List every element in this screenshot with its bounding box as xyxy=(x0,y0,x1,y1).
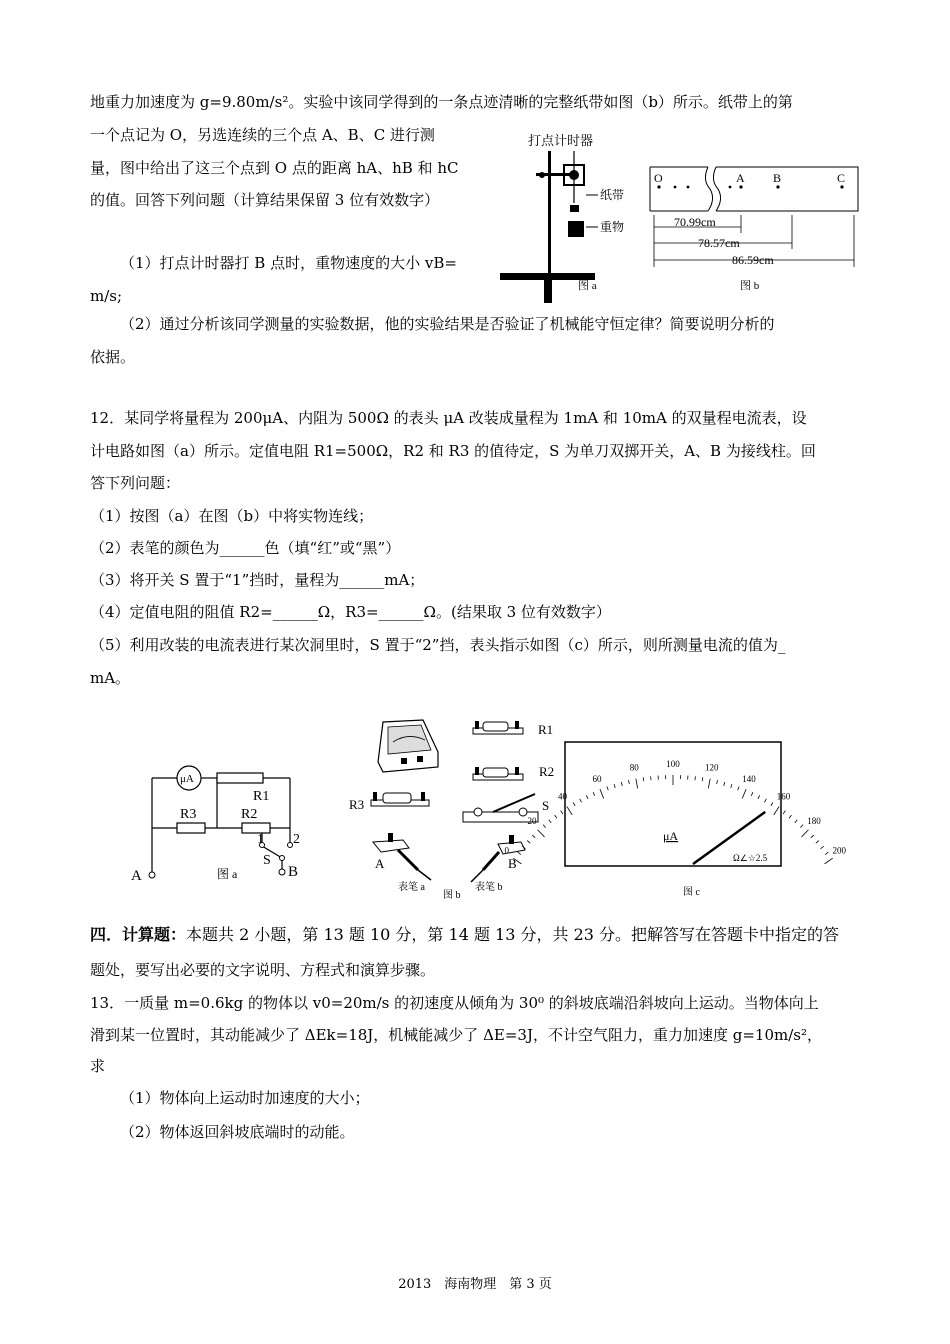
q11-part-1-unit: m/s; xyxy=(90,287,123,305)
weight-block xyxy=(568,221,584,237)
resistor-r1 xyxy=(217,773,263,783)
meter-tick xyxy=(816,841,819,844)
terminal-object-b xyxy=(471,835,525,882)
fig-a-caption: 图 a xyxy=(578,280,597,292)
q13-line-2: 滑到某一位置时，其动能减少了 ΔEk=18J，机械能减少了 ΔE=3J，不计空气阻力，重力加速度 g=10m/s²， xyxy=(90,1026,823,1044)
switch-object-label: S xyxy=(542,798,550,813)
meter-unit: μA xyxy=(663,829,679,843)
meter-tick-label: 0 xyxy=(504,845,509,856)
switch-pos-2: 2 xyxy=(293,832,300,847)
meter-tick-label: 140 xyxy=(742,773,756,784)
pen-a-label: 表笔 a xyxy=(398,882,425,893)
q13-part-1: （1）物体向上运动时加速度的大小； xyxy=(120,1089,370,1107)
page-footer: 2013 海南物理 第 3 页 xyxy=(398,1277,552,1292)
tape-break-2 xyxy=(713,167,720,211)
terminal-b-label: B xyxy=(288,864,299,880)
circuit-caption: 图 a xyxy=(217,867,238,881)
point-a: A xyxy=(736,171,745,185)
switch-pivot xyxy=(280,856,285,861)
dist-b: 78.57cm xyxy=(698,236,740,250)
meter-tick xyxy=(783,811,785,814)
switch-pos-1: 1 xyxy=(257,832,264,847)
q12-line-3: 答下列问题： xyxy=(90,474,181,492)
apparatus-and-tape-figure xyxy=(478,125,868,310)
meter-tick xyxy=(789,815,791,818)
terminal-a-object-label: A xyxy=(375,856,385,871)
r1-label: R1 xyxy=(253,789,270,804)
meter-object xyxy=(378,720,438,772)
dot-a xyxy=(739,185,742,188)
resistor-r2 xyxy=(242,823,270,833)
meter-tick-label: 80 xyxy=(629,762,639,773)
section-4-title: 四．计算题： xyxy=(90,925,187,944)
q12-part-4: （4）定值电阻的阻值 R2=______Ω，R3=______Ω。(结果取 3 位有效数字） xyxy=(90,603,611,621)
q12-part-3: （3）将开关 S 置于“1”挡时，量程为______mA； xyxy=(90,571,425,589)
q11-line-2: 一个点记为 O，另选连续的三个点 A、B、C 进行测 xyxy=(90,126,435,144)
tape-label: 纸带 xyxy=(600,188,625,202)
r2-label: R2 xyxy=(241,807,258,822)
pen-b-label: 表笔 b xyxy=(475,882,503,893)
dist-a: 70.99cm xyxy=(674,215,716,229)
fig-b-caption: 图 b xyxy=(740,280,760,292)
q11-part-2: （2）通过分析该同学测量的实验数据，他的实验结果是否验证了机械能守恒定律？简要说明分析的 xyxy=(120,315,775,333)
meter-tick xyxy=(795,820,798,823)
meter-tick xyxy=(561,811,563,814)
dot xyxy=(674,186,677,189)
tape-break-1 xyxy=(705,167,712,211)
meter-class-mark: Ω∠☆2.5 xyxy=(733,853,768,863)
dist-c: 86.59cm xyxy=(732,253,774,267)
q12-line-2: 计电路如图（a）所示。定值电阻 R1=500Ω，R2 和 R3 的值待定，S 为单刀双掷开关，A、B 为接线柱。回 xyxy=(90,442,816,460)
meter-tick-label: 40 xyxy=(557,791,567,802)
meter-tick xyxy=(821,846,824,849)
weight-label: 重物 xyxy=(600,220,625,234)
q13-line-3: 求 xyxy=(90,1057,106,1075)
clamp-knob xyxy=(539,172,545,178)
section-4-intro-cont: 题处，要写出必要的文字说明、方程式和演算步骤。 xyxy=(90,961,436,979)
timer-label: 打点计时器 xyxy=(528,133,594,148)
resistor-object-r1 xyxy=(473,721,523,734)
dot xyxy=(687,186,690,189)
q12-part-5-cont: mA。 xyxy=(90,669,131,687)
q11-part-1: （1）打点计时器打 B 点时，重物速度的大小 vB= xyxy=(120,254,457,272)
stand-foot xyxy=(544,273,552,303)
q11-line-3: 量，图中给出了这三个点到 O 点的距离 hA、hB 和 hC xyxy=(90,159,459,177)
circuit-diagram xyxy=(125,760,325,890)
q13-line-1: 13．一质量 m=0.6kg 的物体以 v0=20m/s 的初速度从倾角为 30⁰ 的斜坡底端沿斜坡向上运动。当物体向上 xyxy=(90,994,819,1012)
terminal-a xyxy=(149,872,155,878)
real-components-figure xyxy=(343,712,558,902)
meter-tick xyxy=(811,835,814,838)
meter-tick xyxy=(825,852,828,854)
meter-tick xyxy=(800,825,803,828)
clip xyxy=(570,205,579,212)
dot-o xyxy=(657,185,660,188)
paper-tape xyxy=(650,167,858,211)
meter-tick-label: 200 xyxy=(832,845,847,856)
point-c: C xyxy=(837,171,846,185)
resistor-r3 xyxy=(177,823,205,833)
stand-rod xyxy=(548,151,551,281)
meter-tick-label: 160 xyxy=(776,791,791,802)
r3-object-label: R3 xyxy=(349,797,365,812)
r1-object-label: R1 xyxy=(538,722,554,737)
q12-part-1: （1）按图（a）在图（b）中将实物连线； xyxy=(90,507,374,525)
terminal-b xyxy=(279,869,285,875)
switch-label: S xyxy=(263,853,271,868)
point-b: B xyxy=(773,171,782,185)
meter-tick-label: 120 xyxy=(704,762,719,773)
dot-c xyxy=(840,185,843,188)
meter-tick-label: 100 xyxy=(666,759,680,769)
resistor-object-r2 xyxy=(473,767,523,780)
q12-line-1: 12．某同学将量程为 200μA、内阻为 500Ω 的表头 μA 改装成量程为 1mA 和 10mA 的双量程电流表，设 xyxy=(90,409,807,427)
terminal-a-label: A xyxy=(131,868,142,884)
meter-caption: 图 c xyxy=(683,887,700,898)
resistor-object-r3 xyxy=(371,792,429,806)
real-fig-caption: 图 b xyxy=(443,890,461,901)
q11-line-4: 的值。回答下列问题（计算结果保留 3 位有效数字） xyxy=(90,191,440,209)
q12-part-5: （5）利用改装的电流表进行某次洞里时，S 置于“2”挡，表头指示如图（c）所示，则所测量电流的值为_ xyxy=(90,636,786,654)
meter-tick-label: 60 xyxy=(592,773,602,784)
dot-b xyxy=(776,185,779,188)
meter-tick-label: 20 xyxy=(527,815,537,826)
section-4-heading xyxy=(90,924,839,946)
galvanometer-label: μA xyxy=(180,773,194,785)
q11-part-2-cont: 依据。 xyxy=(90,348,136,366)
point-o: O xyxy=(654,171,663,185)
r2-object-label: R2 xyxy=(539,764,555,779)
meter-tick xyxy=(802,830,809,837)
r3-label: R3 xyxy=(180,807,197,822)
q12-part-2: （2）表笔的颜色为______色（填“红”或“黑”） xyxy=(90,539,401,557)
meter-tick xyxy=(825,858,833,864)
q11-line-1: 地重力加速度为 g=9.80m/s²。实验中该同学得到的一条点迹清晰的完整纸带如图（b）所示。纸带上的第 xyxy=(90,93,793,111)
meter-tick-label: 180 xyxy=(807,815,821,826)
q13-part-2: （2）物体返回斜坡底端时的动能。 xyxy=(120,1123,355,1141)
dot xyxy=(729,186,732,189)
section-4-intro: 本题共 2 小题，第 13 题 10 分，第 14 题 13 分，共 23 分。把解答写在答题卡中指定的答 xyxy=(186,925,840,944)
terminal-b-object-label: B xyxy=(508,856,517,871)
switch-contact-2 xyxy=(288,843,293,848)
